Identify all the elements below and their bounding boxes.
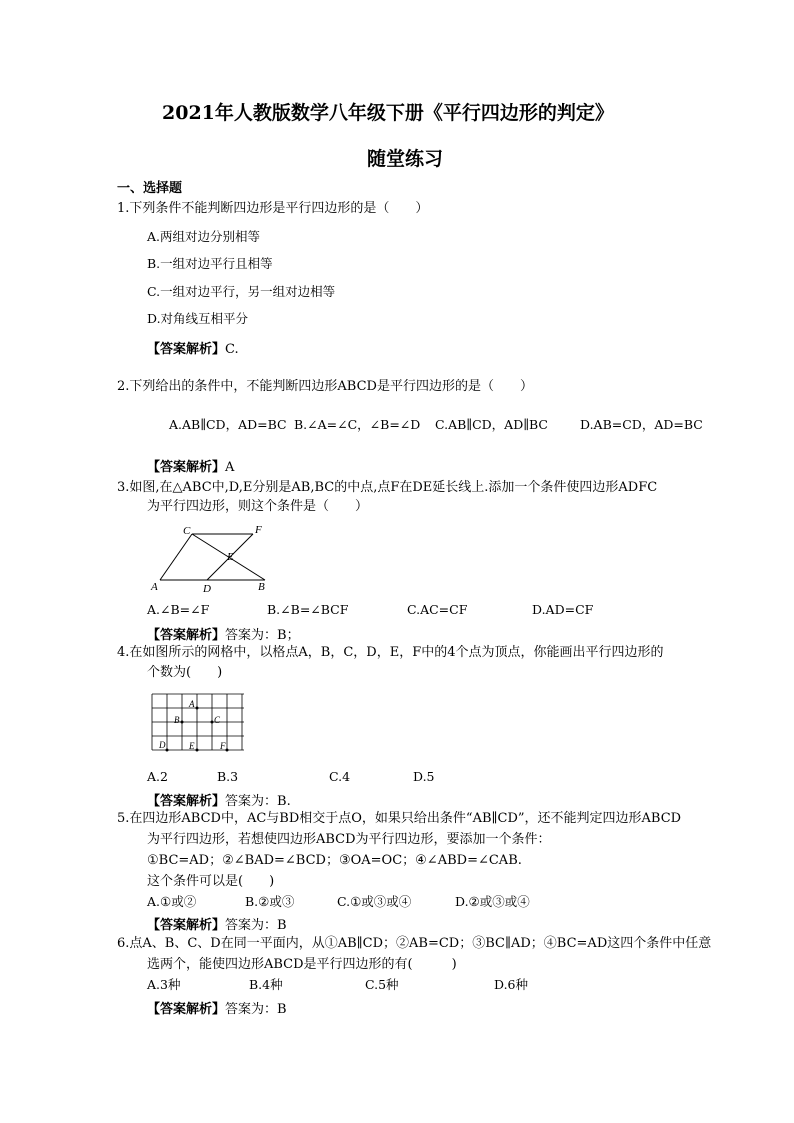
question-5-option-b: B.②或③ [245,894,295,909]
question-6-stem-line1: 6.点A、B、C、D在同一平面内，从①AB∥CD；②AB=CD；③BC∥AD；④BC=AD这四个条件中任意 [117,936,712,951]
question-4-answer [147,792,291,808]
doc-title-line1: 2021年人教版数学八年级下册《平行四边形的判定》 [162,102,614,124]
question-3-answer [147,626,300,642]
grid-label-d: D [159,740,166,750]
question-4-grid-figure [148,690,248,756]
question-1-option-d: D.对角线互相平分 [147,311,249,326]
question-6-option-d: D.6种 [494,977,529,992]
question-2-option-a: A.AB∥CD，AD=BC [169,417,287,432]
question-2-option-c: C.AB∥CD，AD∥BC [435,417,548,432]
answer-text: C. [225,342,239,357]
figure-label-a: A [151,581,158,593]
question-6-answer [147,1000,287,1016]
question-2-option-b: B.∠A=∠C，∠B=∠D [294,417,421,432]
question-4-stem-line1: 4.在如图所示的网格中，以格点A，B，C，D，E，F中的4个点为顶点，你能画出平行四边形的 [117,645,664,660]
question-6-option-a: A.3种 [147,977,181,992]
question-4-option-d: D.5 [413,769,435,784]
answer-text: 答案为：B； [225,628,300,643]
answer-label: 【答案解析】 [147,794,226,809]
answer-label: 【答案解析】 [147,628,226,643]
question-5-option-a: A.①或② [147,894,197,909]
question-3-option-d: D.AD=CF [532,602,594,617]
question-1-option-b: B.一组对边平行且相等 [147,256,273,271]
figure-label-d: D [203,583,211,595]
figure-label-b: B [258,581,265,593]
question-3-option-b: B.∠B=∠BCF [267,602,349,617]
question-3-option-c: C.AC=CF [407,602,468,617]
figure-label-e: E [227,551,234,563]
question-5-option-d: D.②或③或④ [455,894,530,909]
grid-label-f: F [220,741,226,751]
question-1-answer [147,340,239,356]
answer-text: 答案为：B [225,1002,287,1017]
question-2-stem: 2.下列给出的条件中，不能判断四边形ABCD是平行四边形的是（ ） [117,379,533,394]
question-6-option-c: C.5种 [365,977,399,992]
figure-label-f: F [255,524,262,536]
question-1-option-a: A.两组对边分别相等 [147,229,261,244]
question-1-option-c: C.一组对边平行，另一组对边相等 [147,284,336,299]
question-1-stem: 1.下列条件不能判断四边形是平行四边形的是（ ） [117,201,429,216]
question-2-option-d: D.AB=CD，AD=BC [580,417,703,432]
question-5-answer [147,916,287,932]
grid-label-a: A [189,699,195,709]
answer-text: 答案为：B. [225,794,291,809]
question-4-option-b: B.3 [217,769,239,784]
answer-label: 【答案解析】 [147,918,226,933]
grid-label-b: B [174,715,180,725]
question-5-stem-line4: 这个条件可以是( ) [147,874,275,889]
question-2-answer [147,458,234,474]
answer-label: 【答案解析】 [147,1002,226,1017]
question-3-stem-line2: 为平行四边形，则这个条件是（ ） [147,499,369,514]
question-4-stem-line2: 个数为( ) [147,665,223,680]
figure-label-c: C [183,525,191,537]
answer-text: A [225,460,235,475]
doc-title-line2: 随堂练习 [367,148,444,170]
answer-label: 【答案解析】 [147,460,226,475]
question-3-figure [145,520,275,595]
question-6-stem-line2: 选两个，能使四边形ABCD是平行四边形的有( ) [147,957,457,972]
question-3-stem-line1: 3.如图,在△ABC中,D,E分别是AB,BC的中点,点F在DE延长线上.添加一个条件使四边形ADFC [117,480,658,495]
answer-text: 答案为：B [225,918,287,933]
question-5-option-c: C.①或③或④ [337,894,412,909]
answer-label: 【答案解析】 [147,342,226,357]
question-4-option-a: A.2 [147,769,168,784]
question-5-stem-line2: 为平行四边形，若想使四边形ABCD为平行四边形，要添加一个条件： [147,832,551,847]
grid-label-c: C [214,715,221,725]
question-5-conditions: ①BC=AD；②∠BAD=∠BCD；③OA=OC；④∠ABD=∠CAB. [147,853,522,868]
grid-label-e: E [189,741,195,751]
section-heading: 一、选择题 [117,181,183,196]
question-4-option-c: C.4 [329,769,351,784]
question-3-option-a: A.∠B=∠F [147,602,210,617]
question-5-stem-line1: 5.在四边形ABCD中，AC与BD相交于点O，如果只给出条件“AB∥CD”，还不能判定四边形ABCD [117,811,682,826]
question-6-option-b: B.4种 [249,977,283,992]
